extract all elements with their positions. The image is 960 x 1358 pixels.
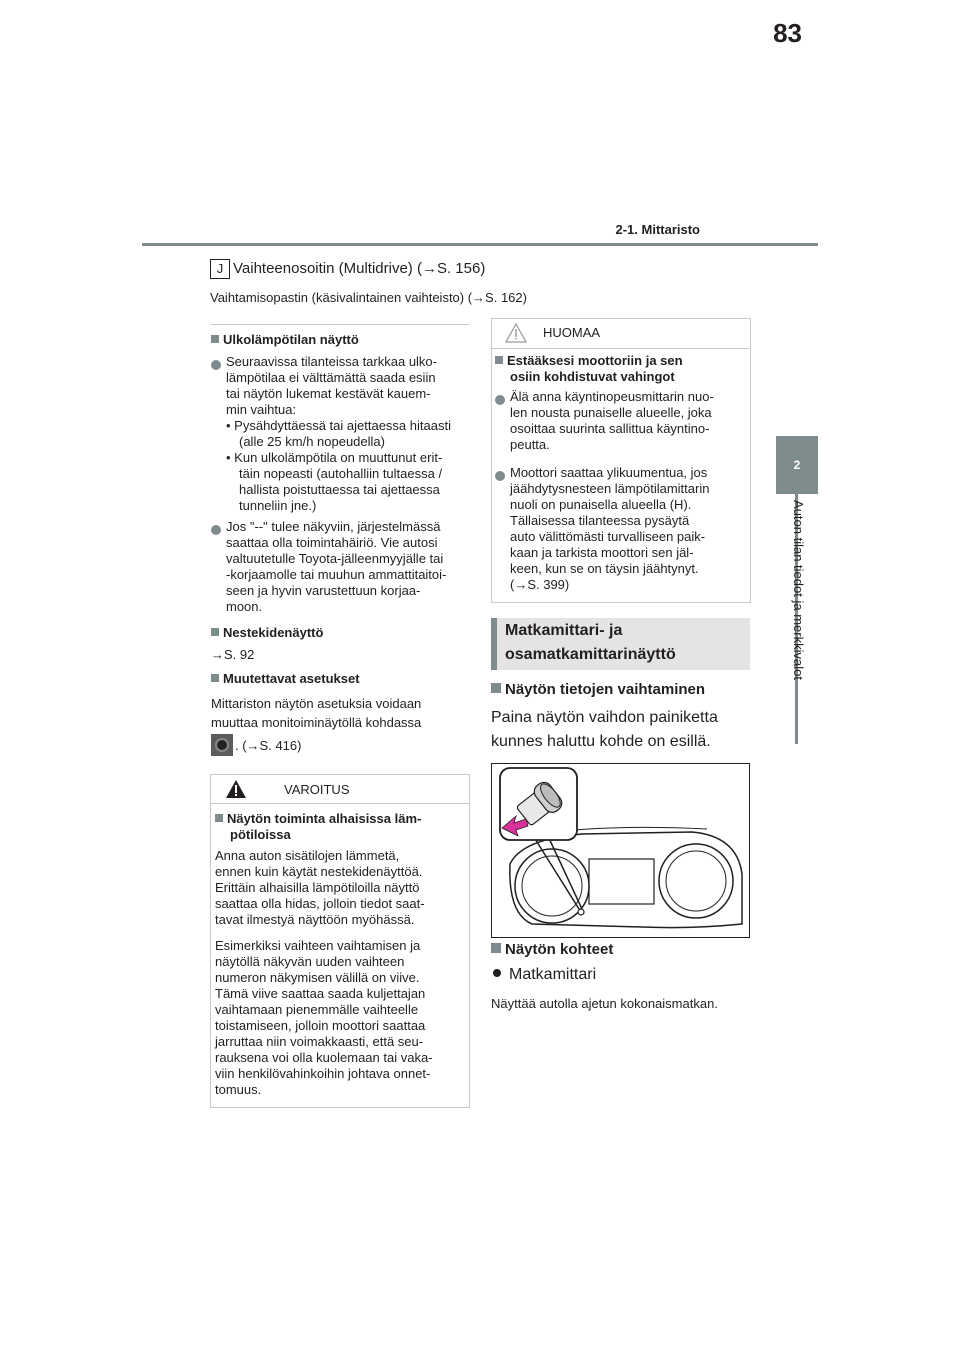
bullet-dot-icon — [495, 391, 509, 409]
switch-text: Paina näytön vaihdon painiketta kunnes haluttu kohde on esillä. — [491, 709, 718, 750]
items-heading: Näytön kohteet — [491, 941, 613, 958]
coolant-ref: →S. 92 — [211, 647, 255, 662]
notice-paragraph-1: Älä anna käyntinopeusmittarin nuo- len nousta punaiselle alueelle, joka osoittaa suurinta sallittua käyntino- peutta. — [510, 389, 714, 452]
coolant-heading: Nestekidenäyttö — [211, 625, 323, 641]
warning-icon — [225, 779, 247, 799]
outside-temp-heading: Ulkolämpötilan näyttö — [211, 332, 359, 348]
item-j-text: Vaihteenosoitin (Multidrive) (→S. 156) — [233, 260, 486, 277]
bullet-dot-icon — [493, 969, 501, 977]
section-title: 2-1. Mittaristo — [615, 222, 700, 237]
page-number: 83 — [773, 18, 802, 48]
warning-paragraph-1: Anna auton sisätilojen lämmetä, ennen kuin käytät nestekidenäyttöä. Erittäin alhaisilla lämpötiloilla näyttö saattaa olla hidas, jolloin tiedot saat- tavat ilmestyä näyttöön myöhässä. — [215, 848, 425, 927]
switch-heading: Näytön tietojen vaihtaminen — [491, 681, 705, 698]
header-rule — [142, 243, 818, 246]
warning-header: VAROITUS — [211, 775, 469, 804]
odometer-description: Näyttää autolla ajetun kokonaismatkan. — [491, 996, 718, 1011]
trip-section-header: Matkamittari- ja osamatkamittarinäyttö — [491, 618, 750, 670]
bullet-dot-icon — [211, 521, 225, 539]
settings-heading: Muutettavat asetukset — [211, 671, 360, 687]
warning-paragraph-2: Esimerkiksi vaihteen vaihtamisen ja näytöllä näkyvän uuden vaihteen numeron näkymisen välillä on viive. Tämä viive saattaa saada kuljettajan vaihtamaan pienemmälle vaihteelle toistamiseen, jolloin moottori saattaa jarruttaa niin voimakkaasti, että seu- rauksena voi olla kuolemaan tai vaka- viin henkilövahinkoihin johtava onnet- tomuus. — [215, 938, 433, 1097]
item-marker: J — [210, 259, 230, 279]
settings-text: Mittariston näytön asetuksia voidaan muuttaa monitoiminäytöllä kohdassa — [211, 696, 422, 730]
outside-temp-paragraph: Seuraavissa tilanteissa tarkkaa ulko- lämpötilaa ei välttämättä saada esiin tai näytön lukemat kestävät kauem- min vaihtua: • Pysähdyttäessä tai ajettaessa hitaasti (alle 25 km/h nopeudella) • Kun ulkolämpötila on muuttunut erit- täin nopeasti (autohalliin tultaessa / hallista poistuttaessa tai ajettaessa tunneliin jne.) — [226, 354, 451, 513]
gear-icon — [211, 734, 233, 756]
caution-icon — [505, 323, 527, 343]
notice-paragraph-2: Moottori saattaa ylikuumentua, jos jäähdytysnesteen lämpötilamittarin nuoli on punaisella alueella (H). Tällaisessa tilanteessa pysäytä auto välittömästi turvalliseen paik- kaan ja tarkista moottori sen jäl- keen, kun se on täysin jäähtynyt. (→S. 399) — [510, 465, 710, 592]
warning-heading: Näytön toiminta alhaisissa läm- pötiloissa — [215, 811, 421, 843]
dashboard-illustration — [491, 763, 750, 938]
bullet-dot-icon — [495, 467, 509, 485]
bullet-dot-icon — [211, 356, 225, 374]
odometer-label: Matkamittari — [493, 966, 596, 984]
divider — [211, 324, 469, 325]
chapter-tab: 2 — [776, 436, 818, 494]
notice-header: HUOMAA — [491, 318, 749, 349]
notice-heading: Estääksesi moottoriin ja sen osiin kohdistuvat vahingot — [495, 353, 683, 385]
outside-temp-paragraph-2: Jos "--" tulee näkyviin, järjestelmässä saattaa olla toimintahäiriö. Vie autosi valtuutetulle Toyota-jälleenmyyjälle tai -korjaamolle tai muuhun ammattitaitoi- seen ja hyvin varustettuun korjaa- moon. — [226, 519, 447, 614]
settings-ref: . (→S. 416) — [211, 734, 301, 756]
chapter-title: Auton tilan tiedot ja merkkivalot — [791, 500, 806, 680]
item-j-sub: Vaihtamisopastin (käsivalintainen vaihteisto) (→S. 162) — [210, 290, 527, 305]
